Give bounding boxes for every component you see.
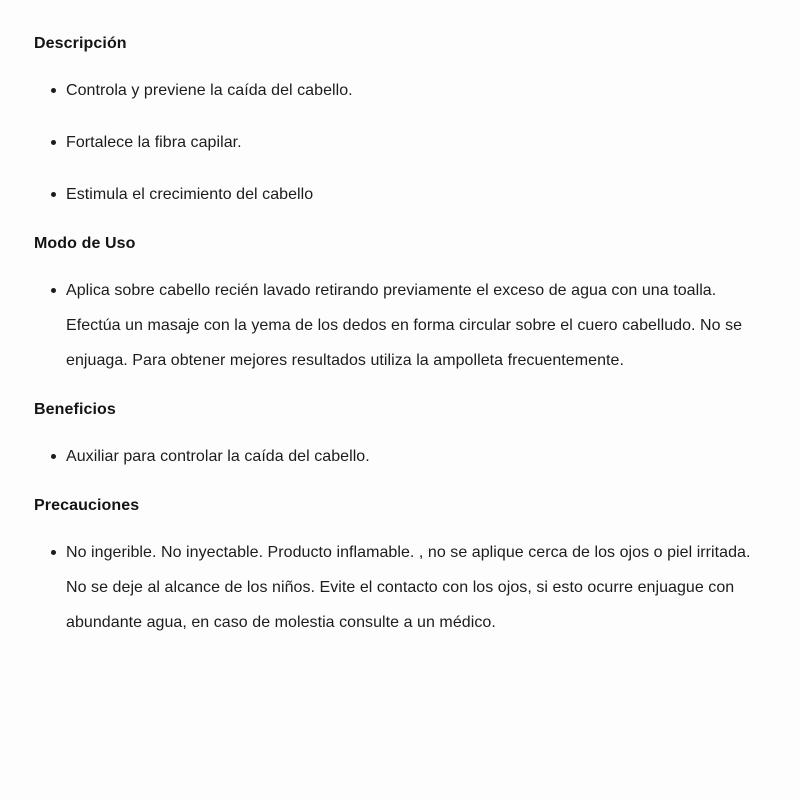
bullet-point-icon [51, 88, 56, 93]
list-item-text: Aplica sobre cabello recién lavado retirando previamente el exceso de agua con una toalla. Efectúa un masaje con la yema de los dedos en forma circular sobre el cuero cabelludo. No se enjuaga. Para obtener mejores resultados utiliza la ampolleta frecuentemente. [66, 282, 743, 369]
list-item [34, 177, 770, 212]
section-precauciones [34, 496, 770, 640]
list-item [34, 73, 770, 108]
section-heading-modo-de-uso: Modo de Uso [34, 235, 136, 252]
section-modo-de-uso [34, 234, 770, 378]
bullet-list-beneficios [34, 439, 770, 474]
bullet-list-precauciones [34, 535, 770, 640]
section-heading-descripcion: Descripción [34, 35, 127, 52]
list-item [34, 125, 770, 160]
list-item-text: No ingerible. No inyectable. Producto inflamable. , no se aplique cerca de los ojos o piel irritada. No se deje al alcance de los niños. Evite el contacto con los ojos, si esto ocurre enjuague con abundante agua, en caso de molestia consulte a un médico. [66, 544, 751, 631]
list-item [34, 273, 770, 378]
list-item [34, 535, 770, 640]
list-item-text: Controla y previene la caída del cabello. [66, 82, 353, 99]
section-descripcion [34, 34, 770, 212]
bullet-point-icon [51, 288, 56, 293]
bullet-point-icon [51, 140, 56, 145]
list-item-text: Estimula el crecimiento del cabello [66, 186, 314, 203]
section-beneficios [34, 400, 770, 474]
list-item [34, 439, 770, 474]
list-item-text: Auxiliar para controlar la caída del cabello. [66, 448, 370, 465]
section-heading-beneficios: Beneficios [34, 401, 116, 418]
bullet-list-modo-de-uso [34, 273, 770, 378]
bullet-point-icon [51, 454, 56, 459]
list-item-text: Fortalece la fibra capilar. [66, 134, 242, 151]
bullet-list-descripcion [34, 73, 770, 212]
bullet-point-icon [51, 550, 56, 555]
bullet-point-icon [51, 192, 56, 197]
section-heading-precauciones: Precauciones [34, 497, 140, 514]
